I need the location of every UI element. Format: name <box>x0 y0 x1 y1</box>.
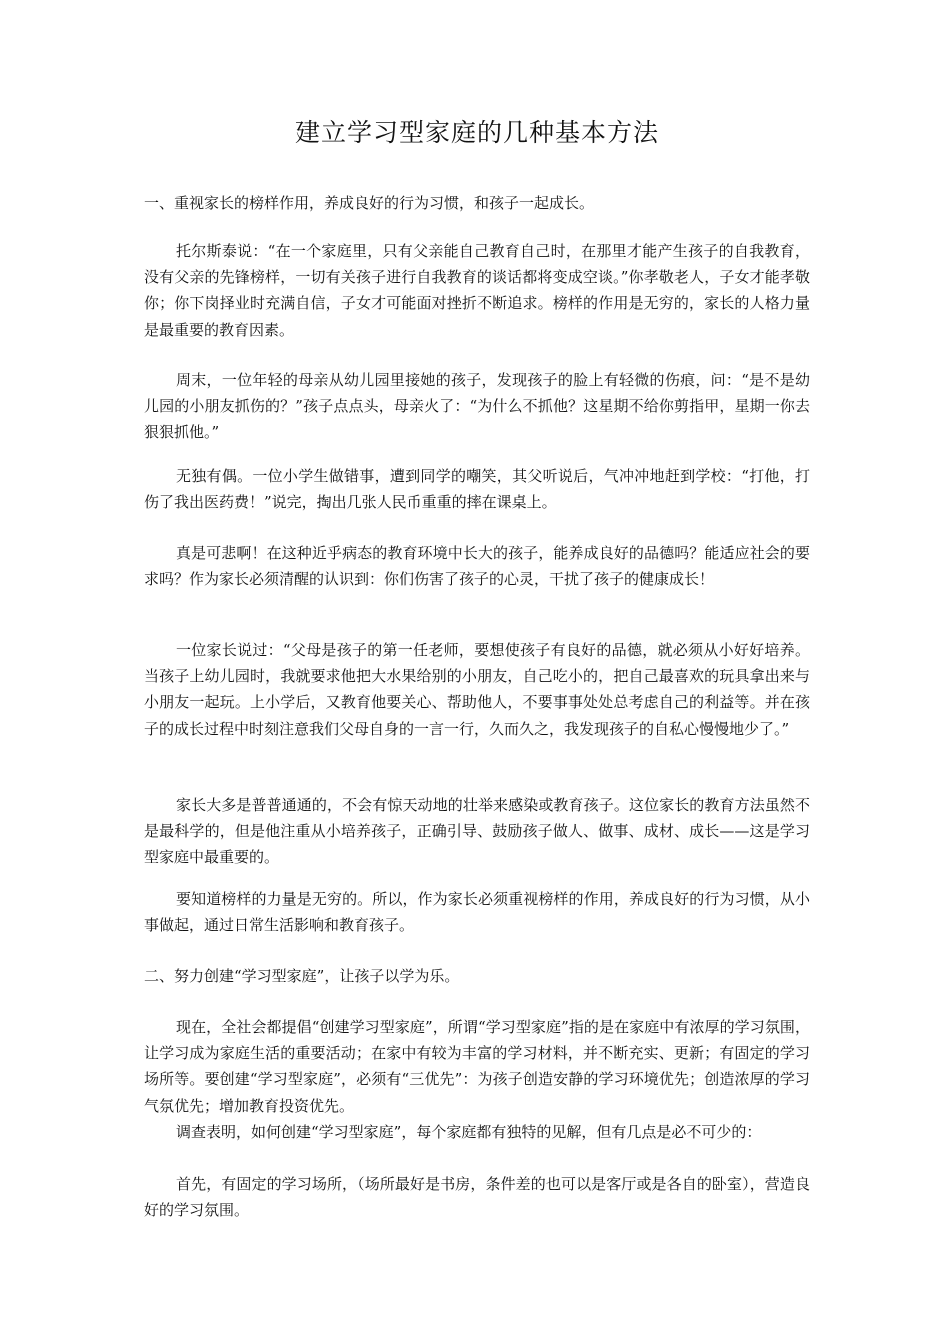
section-1-paragraph-6: 家长大多是普普通通的，不会有惊天动地的壮举来感染或教育孩子。这位家长的教育方法虽然不是最科学的，但是他注重从小培养孩子，正确引导、鼓励孩子做人、做事、成材、成长——这是学习型家庭中最重要的。 <box>144 796 810 867</box>
section-1-paragraph-3: 无独有偶。一位小学生做错事，遭到同学的嘲笑，其父听说后，气冲冲地赶到学校：“打他，打伤了我出医药费！”说完，掏出几张人民币重重的摔在课桌上。 <box>144 467 810 512</box>
section-1-paragraph-2: 周末，一位年轻的母亲从幼儿园里接她的孩子，发现孩子的脸上有轻微的伤痕，问：“是不是幼儿园的小朋友抓伤的？”孩子点点头，母亲火了：“为什么不抓他？这星期不给你剪指甲，星期一你去狠狠抓他。” <box>144 371 810 442</box>
section-1-paragraph-5: 一位家长说过：“父母是孩子的第一任老师，要想使孩子有良好的品德，就必须从小好好培养。当孩子上幼儿园时，我就要求他把大水果给别的小朋友，自己吃小的，把自己最喜欢的玩具拿出来与小朋友一起玩。上小学后，又教育他要关心、帮助他人，不要事事处处总考虑自己的利益等。并在孩子的成长过程中时刻注意我们父母自身的一言一行，久而久之，我发现孩子的自私心慢慢地少了。” <box>144 641 810 738</box>
section-1-paragraph-4: 真是可悲啊！在这种近乎病态的教育环境中长大的孩子，能养成良好的品德吗？能适应社会的要求吗？作为家长必须清醒的认识到：你们伤害了孩子的心灵，干扰了孩子的健康成长！ <box>144 544 810 589</box>
section-1-paragraph-7: 要知道榜样的力量是无穷的。所以，作为家长必须重视榜样的作用，养成良好的行为习惯，从小事做起，通过日常生活影响和教育孩子。 <box>144 890 810 935</box>
section-2-heading: 二、努力创建“学习型家庭”，让孩子以学为乐。 <box>144 967 460 985</box>
section-2-paragraph-2: 调查表明，如何创建“学习型家庭”，每个家庭都有独特的见解，但有几点是必不可少的： <box>176 1123 762 1141</box>
section-2-paragraph-1: 现在，全社会都提倡“创建学习型家庭”，所谓“学习型家庭”指的是在家庭中有浓厚的学习氛围，让学习成为家庭生活的重要活动；在家中有较为丰富的学习材料，并不断充实、更新；有固定的学习场所等。要创建“学习型家庭”，必须有“三优先”：为孩子创造安静的学习环境优先；创造浓厚的学习气氛优先；增加教育投资优先。 <box>144 1018 810 1115</box>
section-2-paragraph-3: 首先，有固定的学习场所，（场所最好是书房，条件差的也可以是客厅或是各自的卧室），营造良好的学习氛围。 <box>144 1175 810 1220</box>
section-1-paragraph-1: 托尔斯泰说：“在一个家庭里，只有父亲能自己教育自己时，在那里才能产生孩子的自我教育，没有父亲的先锋榜样，一切有关孩子进行自我教育的谈话都将变成空谈。”你孝敬老人，子女才能孝敬你；你下岗择业时充满自信，子女才可能面对挫折不断追求。榜样的作用是无穷的，家长的人格力量是最重要的教育因素。 <box>144 242 810 339</box>
section-1-heading: 一、重视家长的榜样作用，养成良好的行为习惯，和孩子一起成长。 <box>144 194 595 212</box>
document-title: 建立学习型家庭的几种基本方法 <box>294 118 659 147</box>
